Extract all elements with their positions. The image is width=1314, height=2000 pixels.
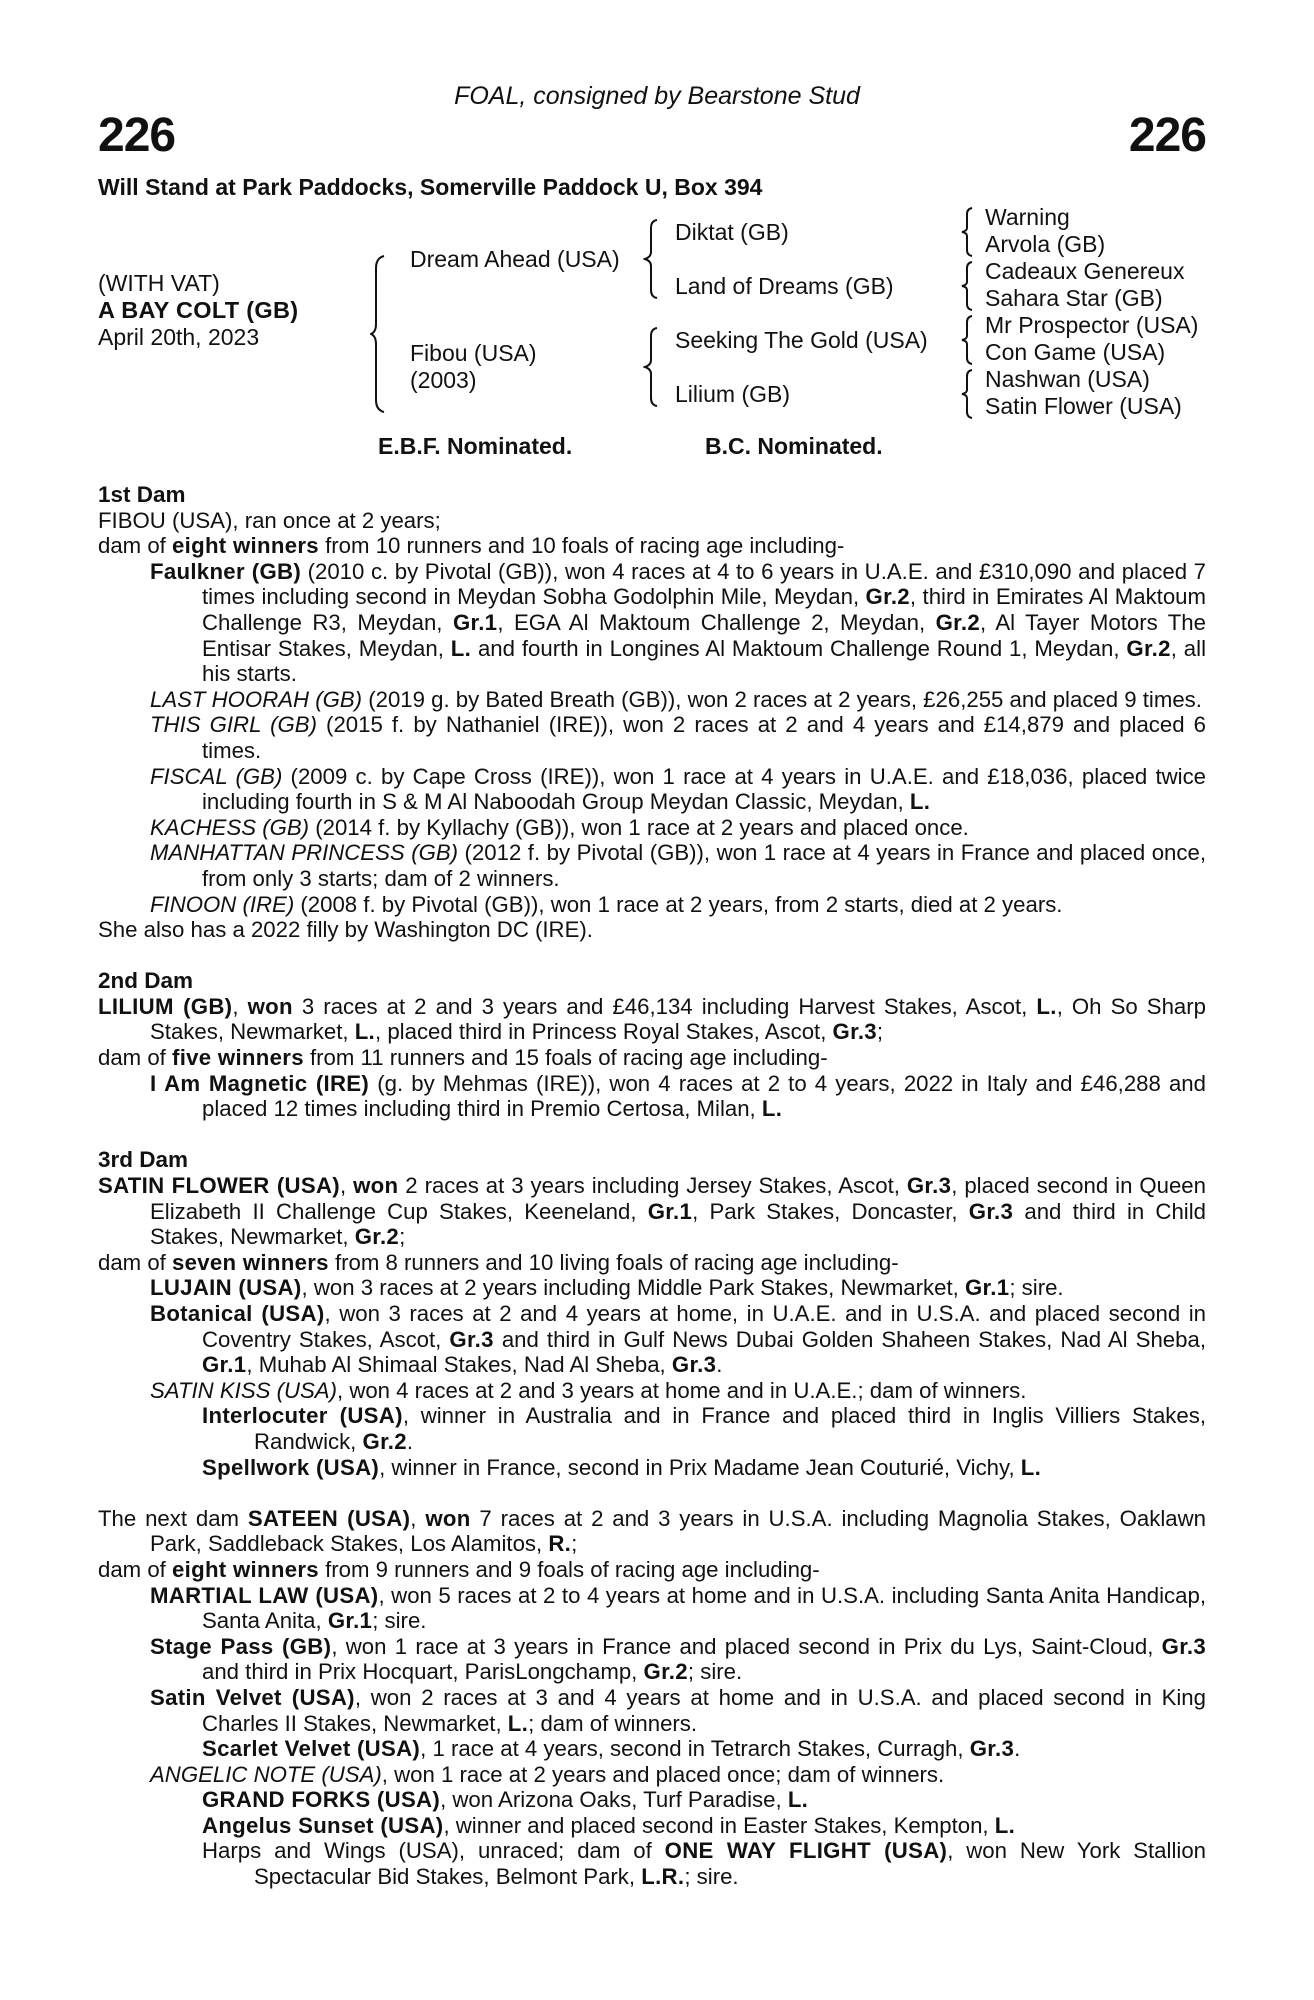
text: (g. by Mehmas (IRE)), won 4 races at 2 to 4 years, 2022 in Italy and £46,288 and placed 12 times including third in Premio Certosa, Milan, — [202, 1070, 1206, 1122]
progeny-entry — [98, 559, 1206, 687]
text: , won 3 races at 2 years including Middle Park Stakes, Newmarket, — [301, 1275, 965, 1301]
text: dam of — [98, 533, 172, 559]
progeny-entry — [98, 712, 1206, 763]
grade: Gr.1 — [202, 1352, 247, 1378]
progeny-entry — [98, 1378, 1206, 1404]
text: ; sire. — [684, 1864, 739, 1890]
progeny-name: LUJAIN (USA) — [150, 1275, 302, 1301]
pedigree-g3-7: Nashwan (USA) — [985, 366, 1150, 392]
winners-count: seven winners — [172, 1249, 329, 1275]
progeny-entry — [98, 764, 1206, 815]
progeny-entry — [98, 840, 1206, 891]
pedigree-dam-dam: Lilium (GB) — [675, 381, 791, 407]
progeny-name: KACHESS (GB) — [150, 814, 310, 840]
text: Harps and Wings (USA), unraced; dam of — [202, 1838, 665, 1864]
next-dam-section — [98, 1506, 1206, 1890]
progeny-name: Scarlet Velvet (USA) — [202, 1736, 421, 1762]
dam-name: SATEEN (USA) — [247, 1505, 411, 1531]
progeny-name: SATIN KISS (USA) — [150, 1377, 337, 1403]
text: (2010 c. by Pivotal (GB)), won 4 races at 4 to 6 years in U.A.E. and £310,090 and placed 7 times including second in Meydan Sobha Godolphin Mile, Meydan, — [202, 558, 1206, 610]
pedigree-bracket-g3-3 — [960, 314, 976, 366]
text: 2 races at 3 years including Jersey Stakes, Ascot, — [398, 1173, 907, 1199]
first-dam-closing: She also has a 2022 filly by Washington DC (IRE). — [98, 917, 593, 943]
grade: Gr.3 — [1161, 1633, 1207, 1659]
text: from 9 runners and 9 foals of racing age including- — [318, 1556, 820, 1582]
won-label: won — [247, 993, 293, 1019]
text: . — [1014, 1736, 1021, 1762]
first-dam-intro: FIBOU (USA), ran once at 2 years; — [98, 507, 441, 533]
text: ; sire. — [1009, 1275, 1064, 1301]
progeny-name: ONE WAY FLIGHT (USA) — [664, 1838, 948, 1864]
horse-identity — [98, 270, 298, 351]
text: from 11 runners and 15 foals of racing age including- — [303, 1045, 828, 1071]
text: , Park Stakes, Doncaster, — [692, 1198, 969, 1224]
grade: L. — [450, 635, 472, 661]
progeny-entry — [98, 892, 1206, 918]
text: from 8 runners and 10 living foals of racing age including- — [328, 1249, 899, 1275]
horse-name: A BAY COLT (GB) — [98, 297, 299, 323]
grade: R. — [548, 1531, 572, 1557]
grand-progeny-entry — [98, 1736, 1206, 1762]
second-dam-heading: 2nd Dam — [98, 968, 194, 994]
progeny-entry — [98, 815, 1206, 841]
grade: Gr.1 — [964, 1275, 1010, 1301]
grade: Gr.3 — [832, 1019, 877, 1045]
text: 7 races at 2 and 3 years in U.S.A. including Magnolia Stakes, Oaklawn Park, Saddleback Stakes, Los Alamitos, — [150, 1505, 1206, 1557]
text: , winner in France, second in Prix Madame Jean Couturié, Vichy, — [379, 1454, 1021, 1480]
next-dam-record — [98, 1506, 1206, 1557]
foaling-date: April 20th, 2023 — [98, 324, 260, 350]
next-dam-produce-summary — [98, 1557, 1206, 1583]
progeny-name: ANGELIC NOTE (USA) — [150, 1761, 382, 1787]
grade: Gr.3 — [969, 1736, 1015, 1762]
grade: Gr.1 — [327, 1608, 373, 1634]
grade: L. — [507, 1710, 529, 1736]
text: , — [339, 1173, 354, 1199]
pedigree-bracket-g3-4 — [960, 368, 976, 420]
grand-progeny-entry — [98, 1455, 1206, 1481]
vat-note: (WITH VAT) — [98, 270, 220, 296]
grand-progeny-entry — [98, 1403, 1206, 1454]
text: , Muhab Al Shimaal Stakes, Nad Al Sheba, — [246, 1352, 672, 1378]
text: , Al Tayer Motors The Entisar Stakes, Meydan, — [202, 609, 1206, 661]
won-label: won — [425, 1505, 471, 1531]
grade: Gr.3 — [906, 1173, 952, 1199]
progeny-name: MANHATTAN PRINCESS (GB) — [150, 840, 459, 866]
progeny-entry — [98, 1634, 1206, 1685]
progeny-entry — [98, 1071, 1206, 1122]
text: from 10 runners and 10 foals of racing age including- — [318, 533, 845, 559]
grade: L. — [354, 1019, 376, 1045]
pedigree-sire: Dream Ahead (USA) — [410, 246, 620, 272]
progeny-name: Interlocuter (USA) — [202, 1403, 403, 1429]
text: (2008 f. by Pivotal (GB)), won 1 race at 2 years, from 2 starts, died at 2 years. — [294, 891, 1063, 917]
progeny-entry — [98, 687, 1206, 713]
consignor-line: FOAL, consigned by Bearstone Stud — [454, 82, 860, 110]
bc-nomination: B.C. Nominated. — [705, 433, 883, 459]
pedigree-bracket-dam — [643, 326, 663, 408]
grade: Gr.3 — [968, 1198, 1014, 1224]
text: ; — [399, 1224, 406, 1250]
third-dam-record — [98, 1173, 1206, 1250]
text: ; dam of winners. — [528, 1710, 698, 1736]
text: , third in Emirates Al Maktoum Challenge R3, Meydan, — [202, 584, 1206, 635]
won-label: won — [353, 1173, 399, 1199]
winners-count: eight winners — [172, 533, 319, 559]
progeny-name: Spellwork (USA) — [202, 1454, 380, 1480]
text: dam of — [98, 1556, 172, 1582]
progeny-name: Botanical (USA) — [150, 1301, 325, 1326]
grade: L. — [761, 1096, 783, 1122]
text: , won 2 races at 3 and 4 years at home and in U.S.A. and placed second in King Charles II Stakes, Newmarket, — [202, 1684, 1206, 1736]
grade: Gr.1 — [647, 1198, 693, 1224]
text: , winner and placed second in Easter Stakes, Kempton, — [443, 1812, 995, 1838]
text: , — [410, 1505, 426, 1531]
grade: L. — [909, 789, 931, 815]
pedigree-sire-dam: Land of Dreams (GB) — [675, 273, 894, 299]
text: , Oh So Sharp Stakes, Newmarket, — [150, 993, 1206, 1045]
grade: Gr.2 — [354, 1224, 400, 1250]
grade: L. — [787, 1787, 809, 1813]
text: , EGA Al Maktoum Challenge 2, Meydan, — [497, 609, 936, 635]
text: and fourth in Longines Al Maktoum Challenge Round 1, Meydan, — [471, 635, 1127, 661]
dam-name: SATIN FLOWER (USA) — [98, 1173, 340, 1199]
grade: Gr.2 — [1126, 635, 1171, 661]
text: (2012 f. by Pivotal (GB)), won 1 race at 4 years in France and placed once, from only 3 starts; dam of 2 winners. — [202, 840, 1206, 891]
text: , won 3 races at 2 and 4 years at home, in U.A.E. and in U.S.A. and placed second in Coventry Stakes, Ascot, — [202, 1301, 1207, 1352]
third-dam-produce-summary — [98, 1250, 1206, 1276]
grade: L.R. — [641, 1864, 685, 1890]
text: and third in Child Stakes, Newmarket, — [150, 1198, 1206, 1250]
pedigree-g3-3: Cadeaux Genereux — [985, 258, 1185, 284]
pedigree-g3-1: Warning — [985, 204, 1070, 230]
text: (2014 f. by Kyllachy (GB)), won 1 race at 2 years and placed once. — [309, 814, 969, 840]
text: , winner in Australia and in France and placed third in Inglis Villiers Stakes, Randwick, — [254, 1403, 1206, 1454]
text: and third in Gulf News Dubai Golden Shaheen Stakes, Nad Al Sheba, — [493, 1326, 1206, 1352]
text: ; sire. — [372, 1608, 427, 1634]
grade: Gr.3 — [449, 1326, 494, 1352]
catalogue-body — [98, 482, 1206, 1890]
lot-number-left: 226 — [98, 109, 176, 162]
text: , won Arizona Oaks, Turf Paradise, — [440, 1787, 788, 1813]
text: , won 5 races at 2 to 4 years at home and in U.S.A. including Santa Anita Handicap, Santa Anita, — [202, 1582, 1206, 1634]
progeny-name: MARTIAL LAW (USA) — [150, 1582, 379, 1608]
second-dam-section — [98, 968, 1206, 1122]
grade: L. — [1020, 1454, 1042, 1480]
winners-count: five winners — [172, 1045, 304, 1071]
pedigree-g3-4: Sahara Star (GB) — [985, 285, 1163, 311]
progeny-entry — [98, 1685, 1206, 1736]
text: , won New York Stallion Spectacular Bid Stakes, Belmont Park, — [254, 1838, 1206, 1890]
progeny-name: FISCAL (GB) — [150, 763, 283, 789]
progeny-entry — [98, 1583, 1206, 1634]
text: dam of — [98, 1045, 172, 1071]
text: ; — [571, 1531, 578, 1557]
second-dam-produce-summary — [98, 1045, 1206, 1071]
pedigree-sire-sire: Diktat (GB) — [675, 219, 789, 245]
text: and third in Prix Hocquart, ParisLongchamp, — [202, 1659, 644, 1685]
text: . — [716, 1352, 723, 1378]
winners-count: eight winners — [172, 1556, 319, 1582]
text: , won 1 race at 2 years and placed once; dam of winners. — [381, 1761, 945, 1787]
text: , 1 race at 4 years, second in Tetrarch Stakes, Curragh, — [420, 1736, 970, 1762]
progeny-entry — [98, 1301, 1206, 1378]
progeny-entry — [98, 1762, 1206, 1788]
text: The next dam — [98, 1505, 248, 1531]
pedigree-bracket-g3-1 — [960, 206, 976, 258]
grade: Gr.3 — [671, 1352, 717, 1378]
grand-progeny-entry — [98, 1838, 1206, 1889]
pedigree-bracket-sire — [643, 218, 663, 300]
pedigree-g3-5: Mr Prospector (USA) — [985, 312, 1199, 338]
grade: Gr.1 — [452, 609, 498, 635]
pedigree-dam: Fibou (USA) — [410, 340, 537, 366]
first-dam-section — [98, 482, 1206, 943]
progeny-name: LAST HOORAH (GB) — [150, 686, 363, 712]
pedigree-dam-sire: Seeking The Gold (USA) — [675, 327, 928, 353]
grand-progeny-entry — [98, 1787, 1206, 1813]
text: (2015 f. by Nathaniel (IRE)), won 2 races at 2 and 4 years and £14,879 and placed 6 times. — [202, 712, 1206, 763]
text: 3 races at 2 and 3 years and £46,134 including Harvest Stakes, Ascot, — [292, 993, 1037, 1019]
dam-name: LILIUM (GB) — [98, 993, 233, 1019]
pedigree-bracket-gen1 — [370, 254, 390, 414]
text: ; — [876, 1019, 884, 1045]
grade: L. — [1036, 993, 1057, 1019]
first-dam-heading: 1st Dam — [98, 482, 186, 507]
pedigree-dam-year: (2003) — [410, 367, 477, 393]
progeny-name: I Am Magnetic (IRE) — [150, 1070, 370, 1096]
second-dam-record — [98, 994, 1206, 1045]
grade: Gr.2 — [865, 584, 910, 610]
text: , placed second in Queen Elizabeth II Challenge Cup Stakes, Keeneland, — [150, 1173, 1206, 1224]
grade: Gr.2 — [935, 609, 980, 635]
grade: Gr.2 — [362, 1428, 407, 1454]
text: , won 4 races at 2 and 3 years at home and in U.A.E.; dam of winners. — [336, 1377, 1027, 1403]
progeny-name: Angelus Sunset (USA) — [202, 1812, 444, 1838]
grade: Gr.2 — [643, 1659, 688, 1685]
text: . — [406, 1428, 414, 1454]
grand-progeny-entry — [98, 1813, 1206, 1839]
text: (2019 g. by Bated Breath (GB)), won 2 races at 2 years, £26,255 and placed 9 times. — [362, 686, 1202, 712]
progeny-name: FINOON (IRE) — [150, 891, 295, 917]
text: , all his starts. — [202, 635, 1206, 687]
progeny-name: THIS GIRL (GB) — [150, 712, 317, 738]
ebf-nomination: E.B.F. Nominated. — [378, 433, 573, 459]
text: dam of — [98, 1249, 172, 1275]
progeny-entry — [98, 1275, 1206, 1301]
text: (2009 c. by Cape Cross (IRE)), won 1 race at 4 years in U.A.E. and £18,036, placed twice including fourth in S & M Al Naboodah Group Meydan Classic, Meydan, — [202, 763, 1207, 815]
third-dam-heading: 3rd Dam — [98, 1147, 189, 1173]
text: , placed third in Princess Royal Stakes, Ascot, — [375, 1019, 833, 1045]
text: , — [232, 993, 248, 1019]
stand-location: Will Stand at Park Paddocks, Somerville Paddock U, Box 394 — [98, 174, 763, 200]
text: , won 1 race at 3 years in France and placed second in Prix du Lys, Saint-Cloud, — [331, 1633, 1162, 1659]
pedigree-bracket-g3-2 — [960, 260, 976, 312]
progeny-name: Faulkner (GB) — [150, 558, 302, 584]
pedigree-g3-2: Arvola (GB) — [985, 231, 1106, 257]
first-dam-produce-summary — [98, 533, 1206, 559]
progeny-name: Satin Velvet (USA) — [150, 1684, 355, 1710]
progeny-name: Stage Pass (GB) — [150, 1633, 332, 1659]
grade: L. — [994, 1812, 1016, 1838]
third-dam-section — [98, 1147, 1206, 1480]
text: ; sire. — [687, 1659, 743, 1685]
pedigree-g3-8: Satin Flower (USA) — [985, 393, 1182, 419]
progeny-name: GRAND FORKS (USA) — [202, 1787, 441, 1813]
pedigree-g3-6: Con Game (USA) — [985, 339, 1166, 365]
lot-number-right: 226 — [1128, 109, 1206, 162]
